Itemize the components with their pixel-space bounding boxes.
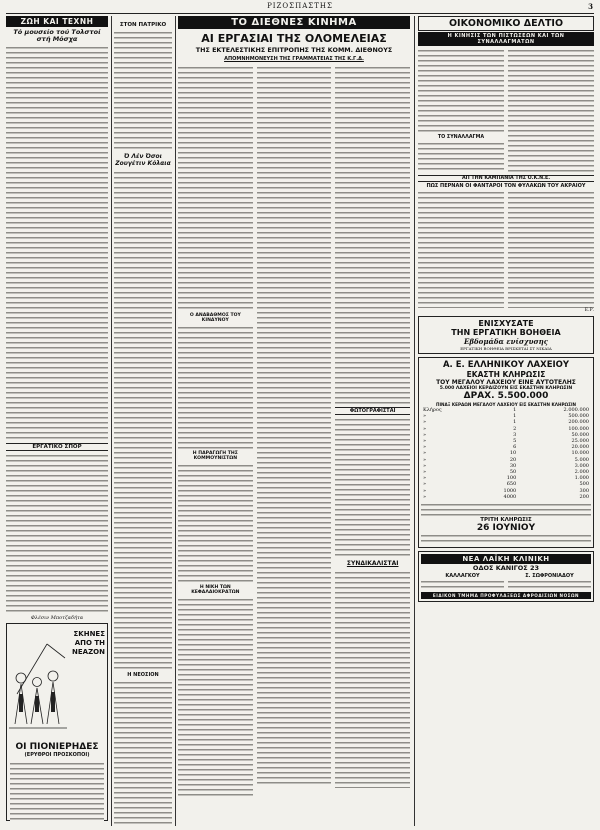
clinic-doctors [421,573,591,591]
article-headline: Η ΚΙΝΗΣΙΣ ΤΩΝ ΠΙΣΤΩΣΕΩΝ ΚΑΙ ΤΩΝ ΣΥΝΑΛΛΑΓΜΑΤΩΝ [418,32,594,46]
section-heading: ΣΥΝΔΙΚΑΛΙΣΤΑΙ [346,560,399,567]
prize-label: » [423,456,427,463]
article-body [178,463,253,583]
film-subtitle: (ΕΡΥΘΡΟΙ ΠΡΟΣΚΟΠΟΙ) [24,752,90,758]
film-caption-line: ΑΠΟ ΤΗ [74,639,105,647]
prize-amount: 500 [579,481,589,488]
prize-count: 4000 [503,493,517,500]
lottery-advert [418,357,594,548]
clinic-address: ΟΔΟΣ ΚΑΝΙΓΟΣ 23 [472,564,540,573]
draw-date: 26 ΙΟΥΝΙΟΥ [476,523,536,534]
prize-label: » [423,481,427,488]
prize-amount: 200 [579,493,589,500]
clinic-footer: ΕΙΔΙΚΟΝ ΤΜΗΜΑ ΠΡΟΦΥΛΑΞΕΩΣ ΑΦΡΟΔΙΣΙΩΝ ΝΟΣΩΝ [421,592,591,599]
prize-label: » [423,493,427,500]
prize-amount: 2.000 [574,469,589,476]
doctor-details [508,579,591,591]
article-body [114,30,172,150]
prize-row [421,494,591,500]
prize-count: 1 [513,419,517,426]
section-banner: ΖΩΗ ΚΑΙ ΤΕΧΝΗ [6,16,108,27]
lottery-note [421,502,591,516]
article-columns [418,48,594,172]
prize-count: 2 [513,425,517,432]
prize-amount: 300 [579,487,589,494]
clinic-advert [418,551,594,602]
article-body [178,65,253,311]
article-body [335,570,410,788]
section-heading: ΦΩΤΟΓΡΑΦΙΣΤΑΙ [335,407,410,415]
film-description [10,761,104,821]
article-body [335,65,410,405]
article-headline: ΠΩΣ ΠΕΡΝΑΝ ΟΙ ΦΑΝΤΑΡΟΙ ΤΟΝ ΦΥΛΑΚΩΝ ΤΟΥ ΑΚΡΑΙΟΥ [426,183,586,189]
lottery-claim: ΤΟΥ ΜΕΓΑΛΟΥ ΛΑΧΕΙΟΥ ΕΙΝΕ ΑΥΤΟΤΕΛΗΣ [436,379,576,386]
article-body [178,597,253,797]
article-body [257,65,332,785]
main-headline: ΑΙ ΕΡΓΑΣΙΑΙ ΤΗΣ ΟΛΟΜΕΛΕΙΑΣ [201,32,387,45]
prize-label: Κλήρος [423,407,442,413]
doctor-name: ΚΑΛΛΑΓΚΟΥ [445,573,480,580]
article-body [418,141,504,171]
column-international-movement [178,16,410,826]
section-heading: Η ΠΑΡΑΓΩΓΗ ΤΗΣ ΚΟΜΜΟΥΝΙΣΤΩΝ [192,451,238,461]
article-subcolumn [335,65,410,785]
film-title: ΟΙ ΠΙΟΝΙΕΡΗΔΕΣ [15,742,99,752]
article-headline: ΕΡΓΑΤΙΚΟ ΣΠΟΡ [6,443,108,451]
prize-amount: 25.000 [571,438,589,445]
article-signature: Ε.Ρ. [584,308,594,313]
lottery-claim: 5.000 ΛΑΧΕΙΟΙ ΚΕΡΔΙΖΟΥΝ ΕΙΣ ΕΚΑΣΤΗΝ ΚΛΗΡΩΣΙΝ [439,386,573,391]
section-heading: Ο ΑΝΑΒΑΘΜΟΣ ΤΟΥ ΚΙΝΔΥΝΟΥ [189,313,241,323]
prize-count: 10 [509,450,517,457]
advert-line: ΤΗΝ ΕΡΓΑΤΙΚΗ ΒΟΗΘΕΙΑ [451,328,561,337]
main-subheadline: ΑΠΟΜΝΗΜΟΝΕΥΣΗ ΤΗΣ ΓΡΑΜΜΑΤΕΙΑΣ ΤΗΣ Κ.Γ.Δ. [224,56,364,62]
prize-label: » [423,419,427,426]
prize-amount: 100.000 [568,425,589,432]
prize-label: » [423,438,427,445]
advert-line: ΕΡΓΑΤΙΚΗ ΒΟΗΘΕΙΑ ΒΡΙΣΚΕΤΑΙ ΣΤ ΝΙΚΑΙΑ [460,346,552,351]
article-body [335,417,410,557]
film-scene-illustration [6,623,108,821]
column-divider [111,16,112,826]
article-subcolumn [418,48,504,172]
prize-count: 5 [513,438,517,445]
lottery-title: Α. Ε. ΕΛΛΗΝΙΚΟΥ ΛΑΧΕΙΟΥ [442,360,570,370]
article-subcolumn [178,65,253,785]
advert-line: Εβδομάδα ενίσχυσης [464,337,548,346]
article-headline: Ό Λέν Όσοι Ζουγέτιν Κόλαια [115,153,171,167]
prize-label: » [423,444,427,451]
article-subcolumn [508,48,594,172]
prize-count: 650 [506,481,517,488]
article-headline: Τό μουσείο τού Τολστοί στή Μόσχα [13,28,101,43]
section-banner: ΟΙΚΟΝΟΜΙΚΟ ΔΕΛΤΙΟ [418,16,594,31]
prize-count: 100 [506,475,517,482]
prize-label: » [423,487,427,494]
prize-label: » [423,425,427,432]
draw-label: ΤΡΙΤΗ ΚΛΗΡΩΣΙΣ [480,517,532,524]
prize-count: 3 [513,431,517,438]
running-header [6,2,594,12]
prize-amount: 20.000 [571,444,589,451]
article-headline: Η ΝΕΟΣΙΟΝ [127,672,159,678]
prize-table [421,407,591,500]
masthead-title: ΡΙΖΟΣΠΑΣΤΗΣ [267,2,333,10]
prize-label: » [423,450,427,457]
doctor-name: Σ. ΣΩΦΡΟΝΙΑΔΟΥ [525,573,574,580]
prize-label: » [423,475,427,482]
column-divider [414,16,415,826]
prize-count: 20 [509,456,517,463]
section-heading: Η ΝΙΚΗ ΤΩΝ ΚΕΦΑΛΑΙΟΚΡΑΤΩΝ [191,585,240,595]
main-subheadline: ΤΗΣ ΕΚΤΕΛΕΣΤΙΚΗΣ ΕΠΙΤΡΟΠΗΣ ΤΗΣ ΚΟΜΜ. ΔΙΕΘΝΟΥΣ [195,46,393,54]
prize-table-caption: ΠΙΝΑΞ ΚΕΡΔΩΝ ΜΕΓΑΛΟΥ ΛΑΧΕΙΟΥ ΕΙΣ ΕΚΑΣΤΗΝ ΚΛΗΡΩΣΙΝ [435,402,577,407]
article-columns [178,65,410,785]
prize-label: » [423,413,427,420]
header-rule [6,13,594,14]
prize-count: 30 [509,462,517,469]
page-number: 3 [588,2,594,11]
article-headline: ΑΠ ΤΗΝ ΚΑΜΠΑΝΙΑ ΤΗΣ Ο.Κ.Ν.Ε. [418,175,594,182]
prize-count: 1 [513,407,517,413]
article-body [508,190,594,308]
prize-label: » [423,469,427,476]
column-divider [175,16,176,826]
article-body [418,48,504,134]
article-body [6,453,108,613]
prize-count: 1000 [503,487,517,494]
section-banner: ΤΟ ΔΙΕΘΝΕΣ ΚΙΝΗΜΑ [178,16,410,29]
column-two [114,16,172,826]
prize-amount: 200.000 [568,419,589,426]
prize-count: 6 [513,444,517,451]
film-caption-line: ΣΚΗΝΕΣ [73,630,105,638]
film-caption-line: ΝΕΑΖΟΝ [72,648,105,656]
article-columns [418,190,594,308]
prize-amount: 3.000 [574,462,589,469]
lottery-amount: ΔΡΑΧ. 5.500.000 [463,391,549,401]
prize-count: 1 [513,413,517,420]
column-economic-bulletin [418,16,594,826]
article-body [114,170,172,670]
doctor-details [421,579,504,591]
workers-aid-advert [418,316,594,354]
prize-amount: 2.000.000 [563,407,589,413]
article-body [114,680,172,826]
article-body [418,190,504,308]
illustrator-caption: Φλέσιν Μποτζαδήτα [30,615,84,621]
section-heading: ΤΟ ΣΥΝΑΛΛΑΓΜΑ [437,135,485,140]
lottery-note [421,533,591,545]
article-headline: ΣΤΟΝ ΠΑΤΡΙΚΟ [119,22,167,28]
prize-label: » [423,462,427,469]
article-body [178,325,253,449]
column-life-and-art [6,16,108,826]
article-body [508,48,594,172]
prize-amount: 10.000 [571,450,589,457]
prize-amount: 500.000 [568,413,589,420]
prize-amount: 5.000 [574,456,589,463]
article-subcolumn [257,65,332,785]
lottery-subtitle: ΕΚΑΣΤΗ ΚΛΗΡΩΣΙΣ [466,370,546,379]
prize-amount: 1.000 [574,475,589,482]
prize-count: 50 [509,469,517,476]
article-body [6,45,108,441]
clinic-title: ΝΕΑ ΛΑΪΚΗ ΚΛΙΝΙΚΗ [421,554,591,564]
prize-amount: 50.000 [571,431,589,438]
advert-line: ΕΝΙΣΧΥΣΑΤΕ [478,319,534,328]
prize-label: » [423,431,427,438]
